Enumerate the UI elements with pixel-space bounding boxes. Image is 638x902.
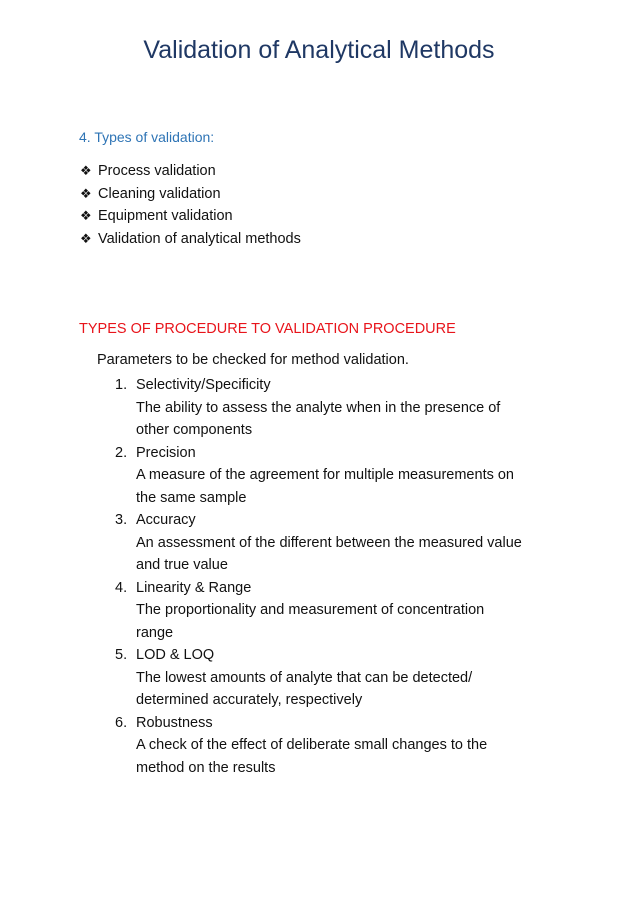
parameter-name: LOD & LOQ bbox=[136, 647, 215, 663]
list-item-label: Validation of analytical methods bbox=[98, 230, 301, 247]
list-item-label: Cleaning validation bbox=[98, 185, 221, 202]
parameter-description: A measure of the agreement for multiple measurements on the same sample bbox=[136, 467, 514, 506]
list-item bbox=[80, 183, 301, 206]
parameter-name: Robustness bbox=[136, 714, 213, 731]
parameter-number: 5. bbox=[115, 647, 128, 663]
parameter-item bbox=[115, 577, 585, 645]
parameter-number: 6. bbox=[115, 714, 128, 731]
parameter-name: Precision bbox=[136, 444, 196, 461]
parameter-item bbox=[115, 374, 585, 442]
parameter-description: The ability to assess the analyte when in the presence of other components bbox=[136, 399, 501, 438]
list-item-label: Process validation bbox=[98, 163, 216, 179]
parameter-number: 2. bbox=[115, 444, 128, 461]
types-heading: 4. Types of validation: bbox=[79, 129, 215, 145]
page-title: Validation of Analytical Methods bbox=[143, 36, 495, 64]
parameter-number: 1. bbox=[115, 377, 128, 393]
parameter-name: Accuracy bbox=[136, 512, 196, 528]
parameter-item bbox=[115, 509, 585, 577]
parameter-item bbox=[115, 644, 585, 712]
list-item bbox=[80, 205, 301, 228]
parameters-intro: Parameters to be checked for method validation. bbox=[97, 352, 409, 368]
list-item bbox=[80, 228, 301, 251]
diamond-bullet-icon: ❖ bbox=[80, 163, 92, 178]
parameters-list bbox=[115, 374, 585, 779]
parameter-item bbox=[115, 442, 585, 510]
parameter-name: Selectivity/Specificity bbox=[136, 377, 271, 393]
parameter-number: 4. bbox=[115, 579, 128, 596]
procedure-heading: TYPES OF PROCEDURE TO VALIDATION PROCEDURE bbox=[79, 321, 456, 337]
diamond-bullet-icon: ❖ bbox=[80, 208, 92, 223]
validation-types-list bbox=[80, 160, 301, 250]
diamond-bullet-icon: ❖ bbox=[80, 185, 92, 201]
parameter-description: The proportionality and measurement of concentration range bbox=[136, 602, 485, 641]
parameter-item bbox=[115, 712, 585, 780]
parameter-number: 3. bbox=[115, 512, 128, 528]
parameter-description: The lowest amounts of analyte that can be detected/ determined accurately, respectively bbox=[136, 669, 473, 708]
list-item bbox=[80, 160, 301, 183]
list-item-label: Equipment validation bbox=[98, 208, 233, 224]
parameter-name: Linearity & Range bbox=[136, 579, 252, 596]
diamond-bullet-icon: ❖ bbox=[80, 230, 92, 246]
parameter-description: A check of the effect of deliberate small changes to the method on the results bbox=[136, 737, 488, 776]
parameter-description: An assessment of the different between the measured value and true value bbox=[136, 534, 522, 573]
